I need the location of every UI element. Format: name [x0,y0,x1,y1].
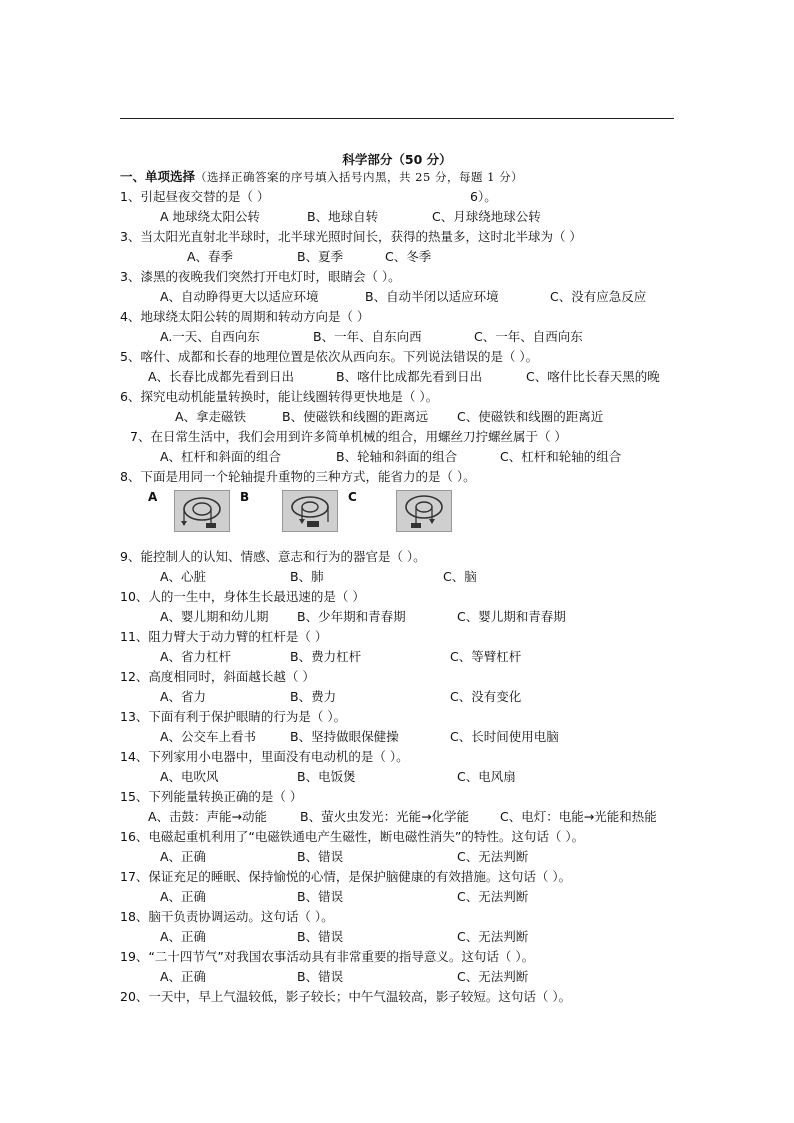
question-stem: 3、当太阳光直射北半球时，北半球光照时间长，获得的热量多，这时北半球为（ ） [120,229,582,244]
option-a: A、自动睁得更大以适应环境 [160,289,319,304]
option-b: B、喀什比成都先看到日出 [336,369,483,384]
option-a: A、击鼓：声能→动能 [148,809,268,824]
option-b: B、自动半闭以适应环境 [365,289,499,304]
option-c: C、脑 [443,569,477,584]
option-b: B、萤火虫发光：光能→化学能 [300,809,470,824]
option-a: A、正确 [160,929,207,944]
option-a: A、电吹风 [160,769,219,784]
option-b: B、少年期和青春期 [297,609,406,624]
option-b: B、坚持做眼保健操 [290,729,399,744]
wheel-axle-icon [397,491,451,531]
figure-label-b: B [240,490,250,504]
option-a: A、省力 [160,689,207,704]
option-a: A、杠杆和斜面的组合 [160,449,282,464]
question-stem: 1、引起昼夜交替的是（ ） [120,189,270,204]
option-c: C、没有应急反应 [550,289,647,304]
option-a: A、正确 [160,889,207,904]
figure-label-c: C [348,490,357,504]
option-c: C、电风扇 [457,769,516,784]
option-c: C、无法判断 [457,849,529,864]
question-stem: 15、下列能量转换正确的是（ ） [120,789,303,804]
option-b: B、费力 [290,689,337,704]
option-a: A、公交车上看书 [160,729,257,744]
option-b: B、错误 [297,849,344,864]
option-b: B、错误 [297,969,344,984]
question-stem: 6、探究电动机能量转换时，能让线圈转得更快地是（ ）。 [120,389,439,404]
option-c: C、婴儿期和青春期 [457,609,566,624]
option-a: A、正确 [160,849,207,864]
option-c: C、没有变化 [450,689,522,704]
question-stem: 8、下面是用同一个轮轴提升重物的三种方式，能省力的是（ ）。 [120,469,476,484]
figure-label-a: A [148,490,158,504]
option-c: C、长时间使用电脑 [450,729,559,744]
option-a: A、长春比成都先看到日出 [148,369,295,384]
section-heading [120,168,523,186]
question-stem: 19、“二十四节气”对我国农事活动具有非常重要的指导意义。这句话（ ）。 [120,949,535,964]
question-stem: 20、一天中，早上气温较低，影子较长；中午气温较高，影子较短。这句话（ ）。 [120,989,572,1004]
option-c: C、喀什比长春天黑的晚 [526,369,660,384]
option-b: B、轮轴和斜面的组合 [336,449,458,464]
option-a: A、心脏 [160,569,207,584]
header-rule [120,118,674,119]
question-stem: 4、地球绕太阳公转的周期和转动方向是（ ） [120,309,370,324]
page-title: 科学部分（50 分） [342,152,452,167]
question-stem: 18、脑干负责协调运动。这句话（ ）。 [120,909,334,924]
wheel-axle-figure-b [282,490,338,532]
option-b: B、使磁铁和线圈的距离远 [282,409,429,424]
option-c: C、无法判断 [457,929,529,944]
option-b: B、电饭煲 [297,769,356,784]
question-stem: 13、下面有利于保护眼睛的行为是（ ）。 [120,709,347,724]
question-stem: 17、保证充足的睡眠、保持愉悦的心情，是保护脑健康的有效措施。这句话（ ）。 [120,869,572,884]
option-c: C、无法判断 [457,889,529,904]
option-a: A 地球绕太阳公转 [160,209,261,224]
option-b: B、地球自转 [307,209,379,224]
wheel-axle-figure-c [396,490,452,532]
option-c: C、无法判断 [457,969,529,984]
option-b: B、一年、自东向西 [313,329,422,344]
wheel-axle-figure-a [174,490,230,532]
option-b: B、错误 [297,889,344,904]
question-stem: 10、人的一生中，身体生长最迅速的是（ ） [120,589,365,604]
option-c: C、冬季 [385,249,432,264]
option-c: C、使磁铁和线圈的距离近 [457,409,604,424]
option-c: C、杠杆和轮轴的组合 [500,449,622,464]
section-label: 一、单项选择 [120,169,196,184]
option-a: A、正确 [160,969,207,984]
option-c: C、等臂杠杆 [450,649,522,664]
question-stem: 14、下列家用小电器中，里面没有电动机的是（ ）。 [120,749,409,764]
option-c: C、一年、自西向东 [474,329,583,344]
wheel-axle-icon [175,491,229,531]
wheel-axle-icon [283,491,337,531]
question-stem: 3、漆黑的夜晚我们突然打开电灯时，眼睛会（ ）。 [120,269,401,284]
option-c: C、电灯：电能→光能和热能 [500,809,657,824]
option-a: A、婴儿期和幼儿期 [160,609,269,624]
question-stem: 9、能控制人的认知、情感、意志和行为的器官是（ ）。 [120,549,426,564]
question-fragment: 6）。 [470,189,497,204]
option-a: A、拿走磁铁 [175,409,247,424]
option-b: B、夏季 [297,249,344,264]
option-a: A、省力杠杆 [160,649,232,664]
option-b: B、肺 [290,569,324,584]
question-stem: 7、在日常生活中，我们会用到许多简单机械的组合，用螺丝刀拧螺丝属于（ ） [130,429,567,444]
question-stem: 11、阻力臂大于动力臂的杠杆是（ ） [120,629,328,644]
option-b: B、费力杠杆 [290,649,362,664]
option-b: B、错误 [297,929,344,944]
section-note: （选择正确答案的序号填入括号内黑，共 25 分，每题 1 分） [195,170,524,184]
option-c: C、月球绕地球公转 [432,209,541,224]
question-stem: 12、高度相同时，斜面越长越（ ） [120,669,315,684]
option-a: A、春季 [187,249,234,264]
question-stem: 5、喀什、成都和长春的地理位置是依次从西向东。下列说法错误的是（ ）。 [120,349,539,364]
question-stem: 16、电磁起重机利用了“电磁铁通电产生磁性，断电磁性消失”的特性。这句话（ ）。 [120,829,585,844]
option-a: A.一天、自西向东 [160,329,260,344]
